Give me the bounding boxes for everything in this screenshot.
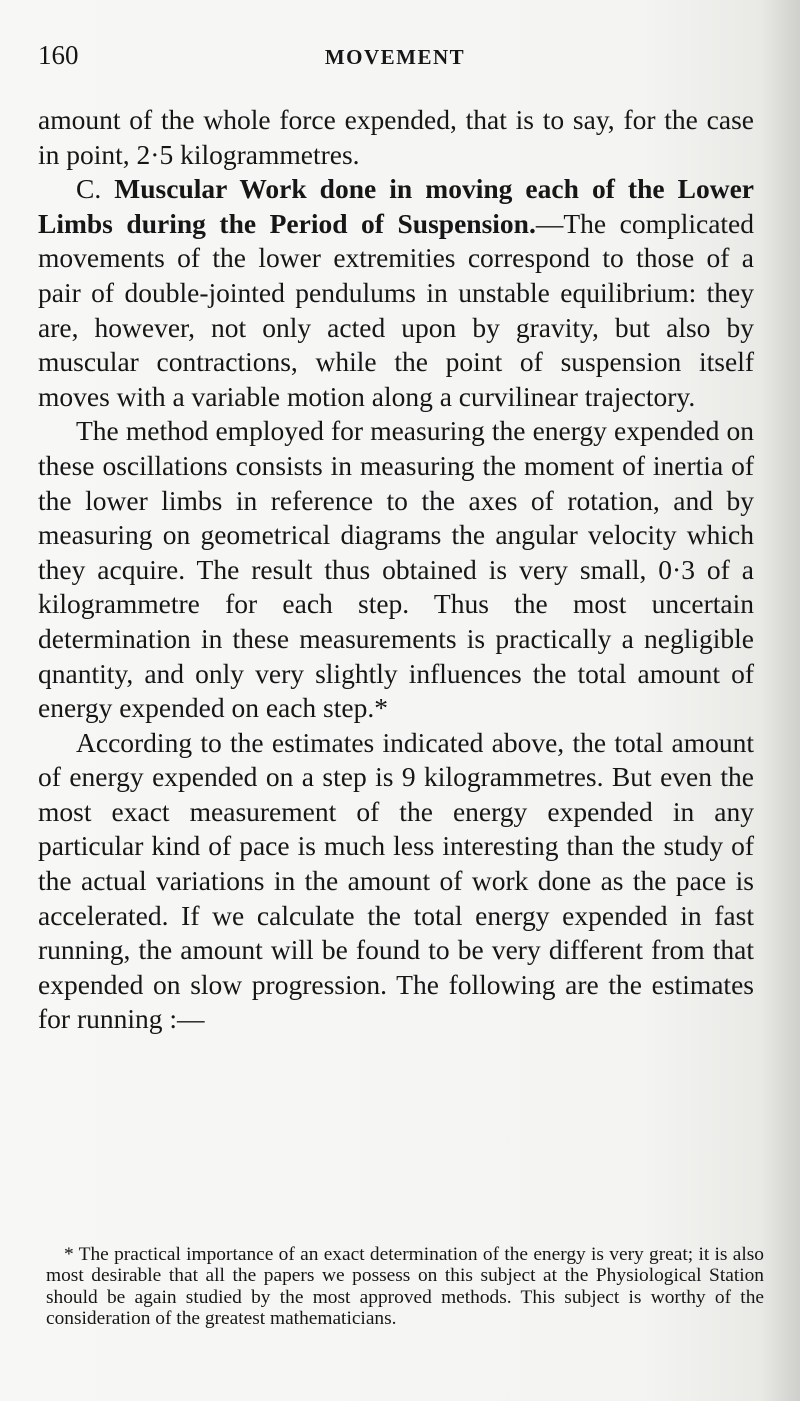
section-heading: Muscular Work done in moving each of the Lower Limbs during the Period of Suspension. (38, 173, 754, 239)
paragraph-2-text: —The complicated movements of the lower extremities correspond to those of a pair of double-jointed pendulums in unstable equilibrium: they are, however, not only acted upon by gravity, but also by muscular contractions, while the point of suspension itself moves with a variable motion along a curvilinear trajectory. (38, 207, 754, 412)
paragraph-1: amount of the whole force expended, that is to say, for the case in point, 2·5 kilogrammetres. (38, 104, 754, 170)
footnote: * The practical importance of an exact determination of the energy is very great; it is also most desirable that all the papers we possess on this subject at the Physiological Station should be again studied by the most approved methods. This subject is worthy of the consideration of the greatest mathematicians. (46, 1244, 764, 1330)
page-number: 160 (38, 40, 79, 70)
main-text (38, 103, 754, 1037)
paragraph-2 (38, 172, 754, 414)
page-header (38, 40, 752, 74)
running-title: MOVEMENT (324, 45, 466, 69)
paragraph-3: The method employed for measuring the energy expended on these oscillations consists in measuring the moment of inertia of the lower limbs in reference to the axes of rotation, and by measuring on geometrical diagrams the angular velocity which they acquire. The result thus obtained is very small, 0·3 of a kilogrammetre for each step. Thus the most uncertain determination in these measurements is practically a negligible qnantity, and only very slightly influences the total amount of energy expended on each step.* (38, 415, 754, 724)
paragraph-4: According to the estimates indicated above, the total amount of energy expended on a step is 9 kilogrammetres. But even the most exact measurement of the energy expended in any particular kind of pace is much less interesting than the study of the actual variations in the amount of work done as the pace is accelerated. If we calculate the total energy expended in fast running, the amount will be found to be very different from that expended on slow progression. The following are the estimates for running :— (38, 726, 754, 1035)
section-label: C. (76, 173, 102, 205)
